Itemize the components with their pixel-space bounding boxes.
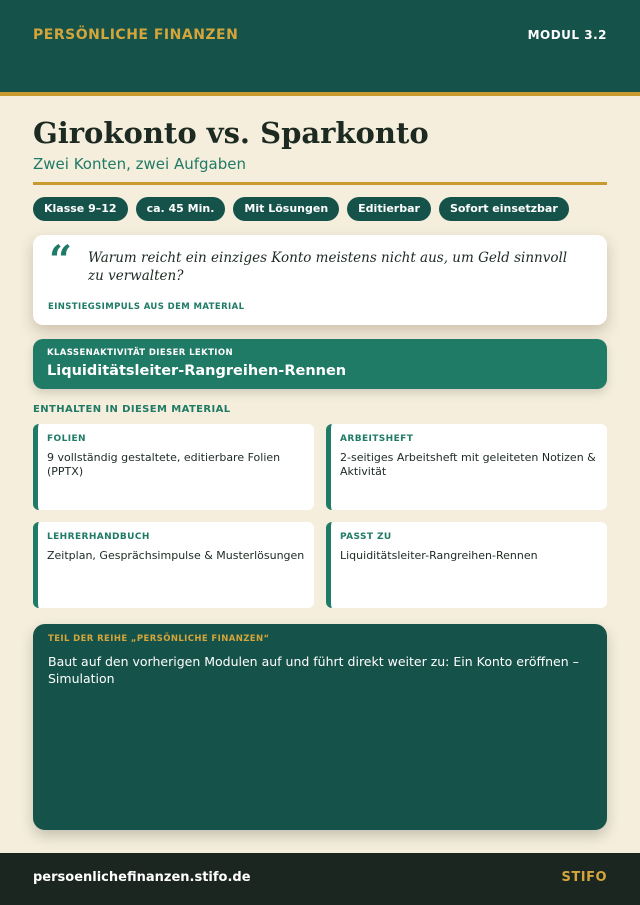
tag-ready: Sofort einsetzbar: [439, 197, 569, 221]
card-heading: LEHRERHANDBUCH: [47, 532, 150, 542]
tag-duration: ca. 45 Min.: [136, 197, 226, 221]
header-bar: [0, 0, 640, 92]
tag-editable: Editierbar: [347, 197, 431, 221]
card-heading: FOLIEN: [47, 434, 86, 444]
card-fits-with: [326, 522, 607, 608]
quote-card: [33, 235, 607, 325]
activity-label: KLASSENAKTIVITÄT DIESER LEKTION: [47, 348, 234, 358]
card-text: 9 vollständig gestaltete, editierbare Folien (PPTX): [47, 451, 281, 478]
card-slides: [33, 424, 314, 510]
activity-title: Liquiditätsleiter-Rangreihen-Rennen: [47, 363, 347, 379]
brand-label: PERSÖNLICHE FINANZEN: [33, 27, 239, 43]
footer-brand: STIFO: [561, 870, 607, 885]
quote-icon: “: [49, 237, 73, 284]
footer-url: persoenlichefinanzen.stifo.de: [33, 870, 251, 885]
tag-solutions: Mit Lösungen: [233, 197, 339, 221]
tag-list: [33, 197, 569, 221]
quote-text: Warum reicht ein einziges Konto meistens nicht aus, um Geld sinnvoll zu verwalten?: [88, 250, 568, 284]
page-title: Girokonto vs. Sparkonto: [33, 116, 429, 150]
series-text: Baut auf den vorherigen Modulen auf und führt direkt weiter zu: Ein Konto eröffnen – Simulation: [48, 654, 579, 686]
card-text: Liquiditätsleiter-Rangreihen-Rennen: [340, 549, 538, 562]
card-workbook: [326, 424, 607, 510]
card-heading: PASST ZU: [340, 532, 392, 542]
contents-heading: ENTHALTEN IN DIESEM MATERIAL: [33, 404, 231, 415]
card-text: 2-seitiges Arbeitsheft mit geleiteten Notizen & Aktivität: [340, 451, 596, 478]
module-label: MODUL 3.2: [527, 28, 607, 42]
footer-bar: [0, 853, 640, 905]
title-divider: [33, 182, 607, 185]
quote-caption: EINSTIEGSIMPULS AUS DEM MATERIAL: [48, 302, 245, 312]
page-subtitle: Zwei Konten, zwei Aufgaben: [33, 155, 246, 173]
series-panel: [33, 624, 607, 830]
card-text: Zeitplan, Gesprächsimpulse & Musterlösungen: [47, 549, 305, 562]
card-teacher-guide: [33, 522, 314, 608]
tag-grade: Klasse 9–12: [33, 197, 128, 221]
activity-banner: [33, 339, 607, 389]
series-label: TEIL DER REIHE „PERSÖNLICHE FINANZEN“: [48, 634, 270, 644]
header-divider: [0, 92, 640, 96]
card-heading: ARBEITSHEFT: [340, 434, 414, 444]
